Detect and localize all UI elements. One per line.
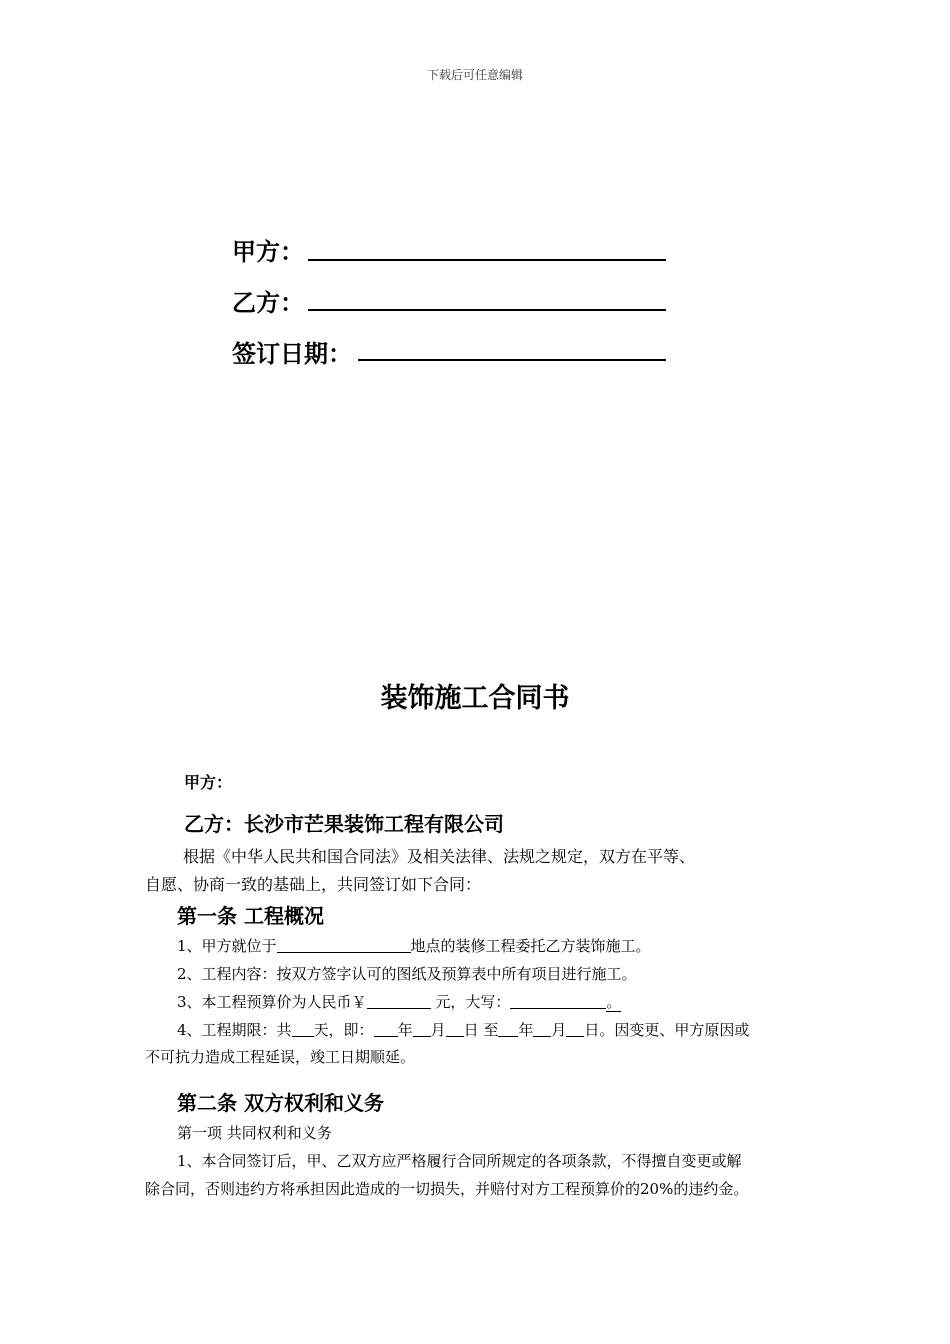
location-blank[interactable]	[277, 938, 411, 953]
start-day-blank[interactable]	[446, 1022, 464, 1037]
cover-party-b-line[interactable]	[308, 309, 666, 311]
intro-line-2: 自愿、协商一致的基础上，共同签订如下合同：	[145, 875, 482, 894]
article-2-heading: 第二条 双方权利和义务	[177, 1091, 384, 1115]
article-2-sub-1: 第一项 共同权利和义务	[177, 1124, 332, 1142]
end-year-blank[interactable]	[498, 1022, 518, 1037]
cover-sign-date-label: 签订日期：	[232, 340, 352, 368]
days-blank[interactable]	[292, 1022, 314, 1037]
article-1-item-1	[177, 935, 651, 956]
article-1-item-4	[177, 1019, 749, 1040]
cover-party-a-label: 甲方：	[232, 238, 304, 266]
item-1-suffix: 地点的装修工程委托乙方装饰施工。	[410, 937, 651, 955]
article-1-item-2: 2、工程内容：按双方签字认可的图纸及预算表中所有项目进行施工。	[177, 965, 637, 983]
item-4-a: 4、工程期限：共	[177, 1021, 292, 1039]
item-4-d: 月	[430, 1021, 446, 1039]
item-3-mid: 元，大写：	[435, 993, 511, 1011]
article-1-item-4-line-2: 不可抗力造成工程延误，竣工日期顺延。	[145, 1048, 416, 1066]
item-4-g: 月	[551, 1021, 567, 1039]
item-4-f: 年	[518, 1021, 534, 1039]
item-3-prefix: 3、本工程预算价为人民币￥	[177, 993, 367, 1011]
header-note: 下载后可任意编辑	[426, 68, 523, 82]
party-b: 乙方：长沙市芒果装饰工程有限公司	[184, 812, 504, 836]
cover-sign-date-line[interactable]	[358, 359, 666, 361]
item-4-b: 天，即：	[313, 1021, 374, 1039]
item-4-e: 日 至	[463, 1021, 499, 1039]
end-month-blank[interactable]	[533, 1022, 551, 1037]
budget-capital-blank[interactable]	[510, 994, 606, 1009]
cover-party-b-label: 乙方：	[232, 289, 304, 317]
item-1-prefix: 1、甲方就位于	[177, 937, 277, 955]
intro-line-1: 根据《中华人民共和国合同法》及相关法律、法规之规定，双方在平等、	[183, 847, 696, 866]
article-1-heading: 第一条 工程概况	[177, 904, 324, 928]
article-2-clause-1-line-1: 1、本合同签订后，甲、乙双方应严格履行合同所规定的各项条款，不得擅自变更或解	[177, 1152, 742, 1170]
article-2-clause-1-line-2: 除合同，否则违约方将承担因此造成的一切损失，并赔付对方工程预算价的20%的违约金。	[145, 1180, 749, 1198]
end-day-blank[interactable]	[566, 1022, 584, 1037]
party-a: 甲方：	[184, 773, 233, 792]
item-4-h: 日。因变更、甲方原因或	[584, 1021, 750, 1039]
item-3-end: 。	[606, 993, 622, 1011]
item-4-c: 年	[397, 1021, 413, 1039]
article-1-item-3	[177, 991, 621, 1012]
start-year-blank[interactable]	[374, 1022, 398, 1037]
cover-party-a-line[interactable]	[308, 259, 666, 261]
document-title: 装饰施工合同书	[380, 683, 570, 714]
start-month-blank[interactable]	[413, 1022, 431, 1037]
budget-amount-blank[interactable]	[367, 994, 431, 1009]
